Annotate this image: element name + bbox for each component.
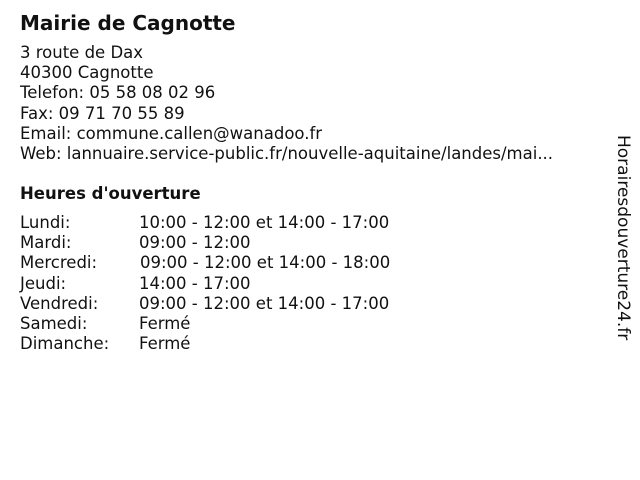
hours-day: Mercredi:: [20, 253, 98, 273]
hours-day: Samedi:: [20, 313, 88, 333]
address-street: 3 route de Dax: [20, 43, 144, 62]
hours-time: Fermé: [139, 313, 191, 333]
hours-time: 09:00 - 12:00: [139, 233, 251, 253]
hours-time: 09:00 - 12:00 et 14:00 - 17:00: [139, 293, 390, 313]
address-block: [20, 43, 588, 164]
hours-day: Dimanche:: [20, 334, 110, 354]
fax-number: Fax: 09 71 70 55 89: [20, 103, 185, 123]
hours-time: 10:00 - 12:00 et 14:00 - 17:00: [139, 213, 390, 232]
website-link[interactable]: Web: lannuaire.service-public.fr/nouvelle-aquitaine/landes/mai...: [20, 144, 554, 164]
hours-time: 09:00 - 12:00 et 14:00 - 18:00: [140, 253, 391, 273]
hours-day: Jeudi:: [20, 273, 67, 293]
site-watermark: Horairesdouverture24.fr: [613, 135, 633, 341]
hours-time: Fermé: [139, 334, 191, 354]
page-title: Mairie de Cagnotte: [20, 11, 236, 35]
phone-number[interactable]: Telefon: 05 58 08 02 96: [20, 83, 216, 103]
hours-day: Lundi:: [20, 213, 71, 232]
hours-day: Mardi:: [20, 233, 72, 253]
address-city: 40300 Cagnotte: [20, 63, 154, 83]
opening-hours-heading: Heures d'ouverture: [20, 184, 201, 203]
hours-day: Vendredi:: [20, 293, 99, 313]
hours-time: 14:00 - 17:00: [139, 273, 251, 293]
email-link[interactable]: Email: commune.callen@wanadoo.fr: [20, 123, 323, 143]
